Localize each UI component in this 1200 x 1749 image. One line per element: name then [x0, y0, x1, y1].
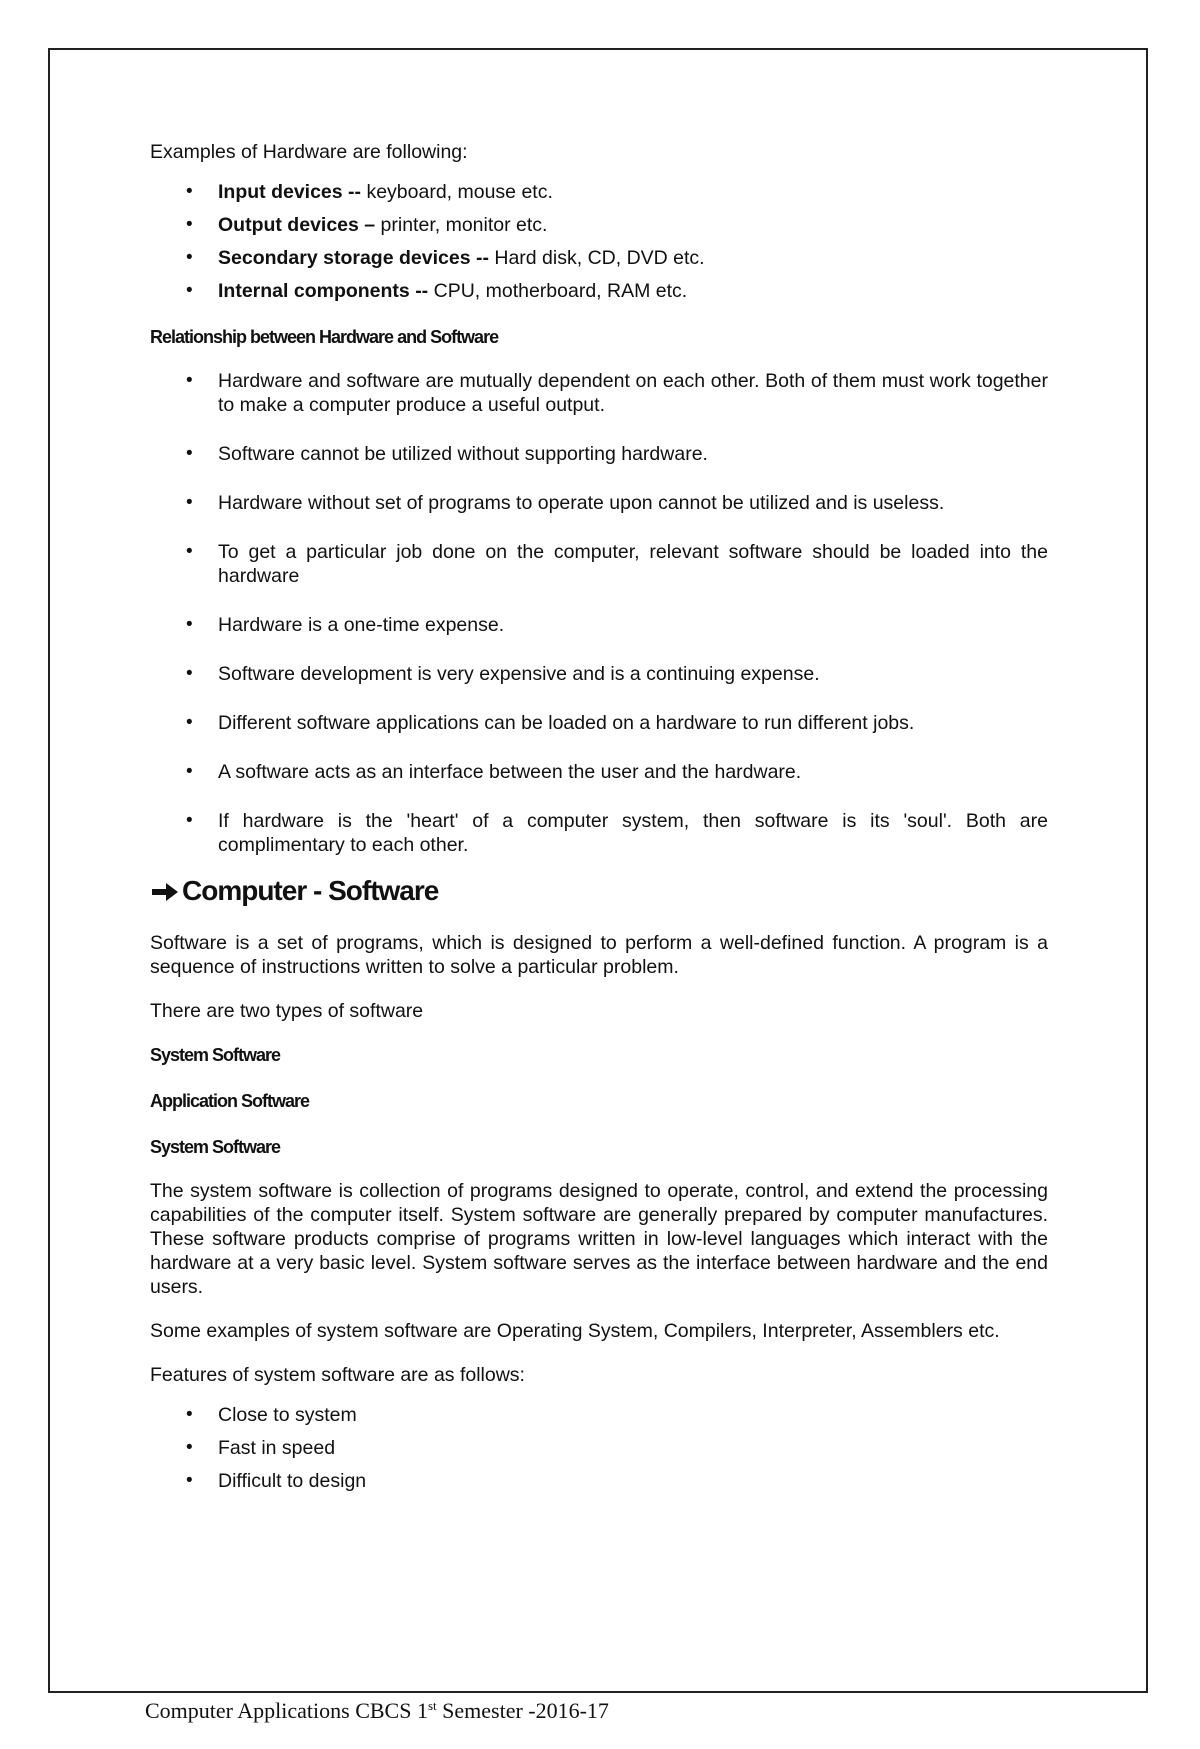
section-heading: Computer - Software: [150, 875, 1048, 907]
system-software-heading: System Software: [150, 1137, 281, 1157]
list-item: • Difficult to design: [150, 1469, 1048, 1493]
hardware-intro: Examples of Hardware are following:: [150, 141, 468, 163]
hardware-examples-list: [150, 180, 1048, 303]
system-software-paragraph: The system software is collection of programs designed to operate, control, and extend the processing capabilities of the computer itself. System software are generally prepared by computer manufactures. These software products comprise of programs written in low-level languages which interact with the hardware at a very basic level. System software serves as the interface between hardware and the end users.: [150, 1180, 1048, 1298]
list-item: • Hardware and software are mutually dependent on each other. Both of them must work together to make a computer produce a useful output.: [150, 369, 1048, 417]
right-arrow-icon: [150, 879, 180, 903]
list-item: • Software development is very expensive and is a continuing expense.: [150, 662, 1048, 686]
list-item: • Internal components -- CPU, motherboard, RAM etc.: [150, 279, 1048, 303]
type-application-software: Application Software: [150, 1091, 310, 1111]
list-item: • Fast in speed: [150, 1436, 1048, 1460]
document-body: [150, 140, 1048, 1502]
list-item: • Hardware is a one-time expense.: [150, 613, 1048, 637]
list-item: • If hardware is the 'heart' of a computer system, then software is its 'soul'. Both are complimentary to each other.: [150, 809, 1048, 857]
features-list: [150, 1403, 1048, 1493]
list-item: • To get a particular job done on the computer, relevant software should be loaded into the hardware: [150, 540, 1048, 588]
type-system-software: System Software: [150, 1045, 281, 1065]
types-intro: There are two types of software: [150, 1000, 424, 1022]
list-item: • Different software applications can be loaded on a hardware to run different jobs.: [150, 711, 1048, 735]
features-intro: Features of system software are as follows:: [150, 1364, 525, 1386]
software-definition: Software is a set of programs, which is designed to perform a well-defined function. A program is a sequence of instructions written to solve a particular problem.: [150, 932, 1048, 978]
list-item: • Input devices -- keyboard, mouse etc.: [150, 180, 1048, 204]
list-item: • Close to system: [150, 1403, 1048, 1427]
list-item: • Secondary storage devices -- Hard disk, CD, DVD etc.: [150, 246, 1048, 270]
relationship-heading: Relationship between Hardware and Software: [150, 327, 499, 347]
list-item: • Hardware without set of programs to operate upon cannot be utilized and is useless.: [150, 491, 1048, 515]
list-item: • A software acts as an interface between the user and the hardware.: [150, 760, 1048, 784]
page-footer: Computer Applications CBCS 1st Semester -2016-17: [145, 1698, 609, 1723]
list-item: • Output devices – printer, monitor etc.: [150, 213, 1048, 237]
relationship-list: [150, 369, 1048, 857]
list-item: • Software cannot be utilized without supporting hardware.: [150, 442, 1048, 466]
system-software-examples: Some examples of system software are Operating System, Compilers, Interpreter, Assemblers etc.: [150, 1320, 1000, 1342]
